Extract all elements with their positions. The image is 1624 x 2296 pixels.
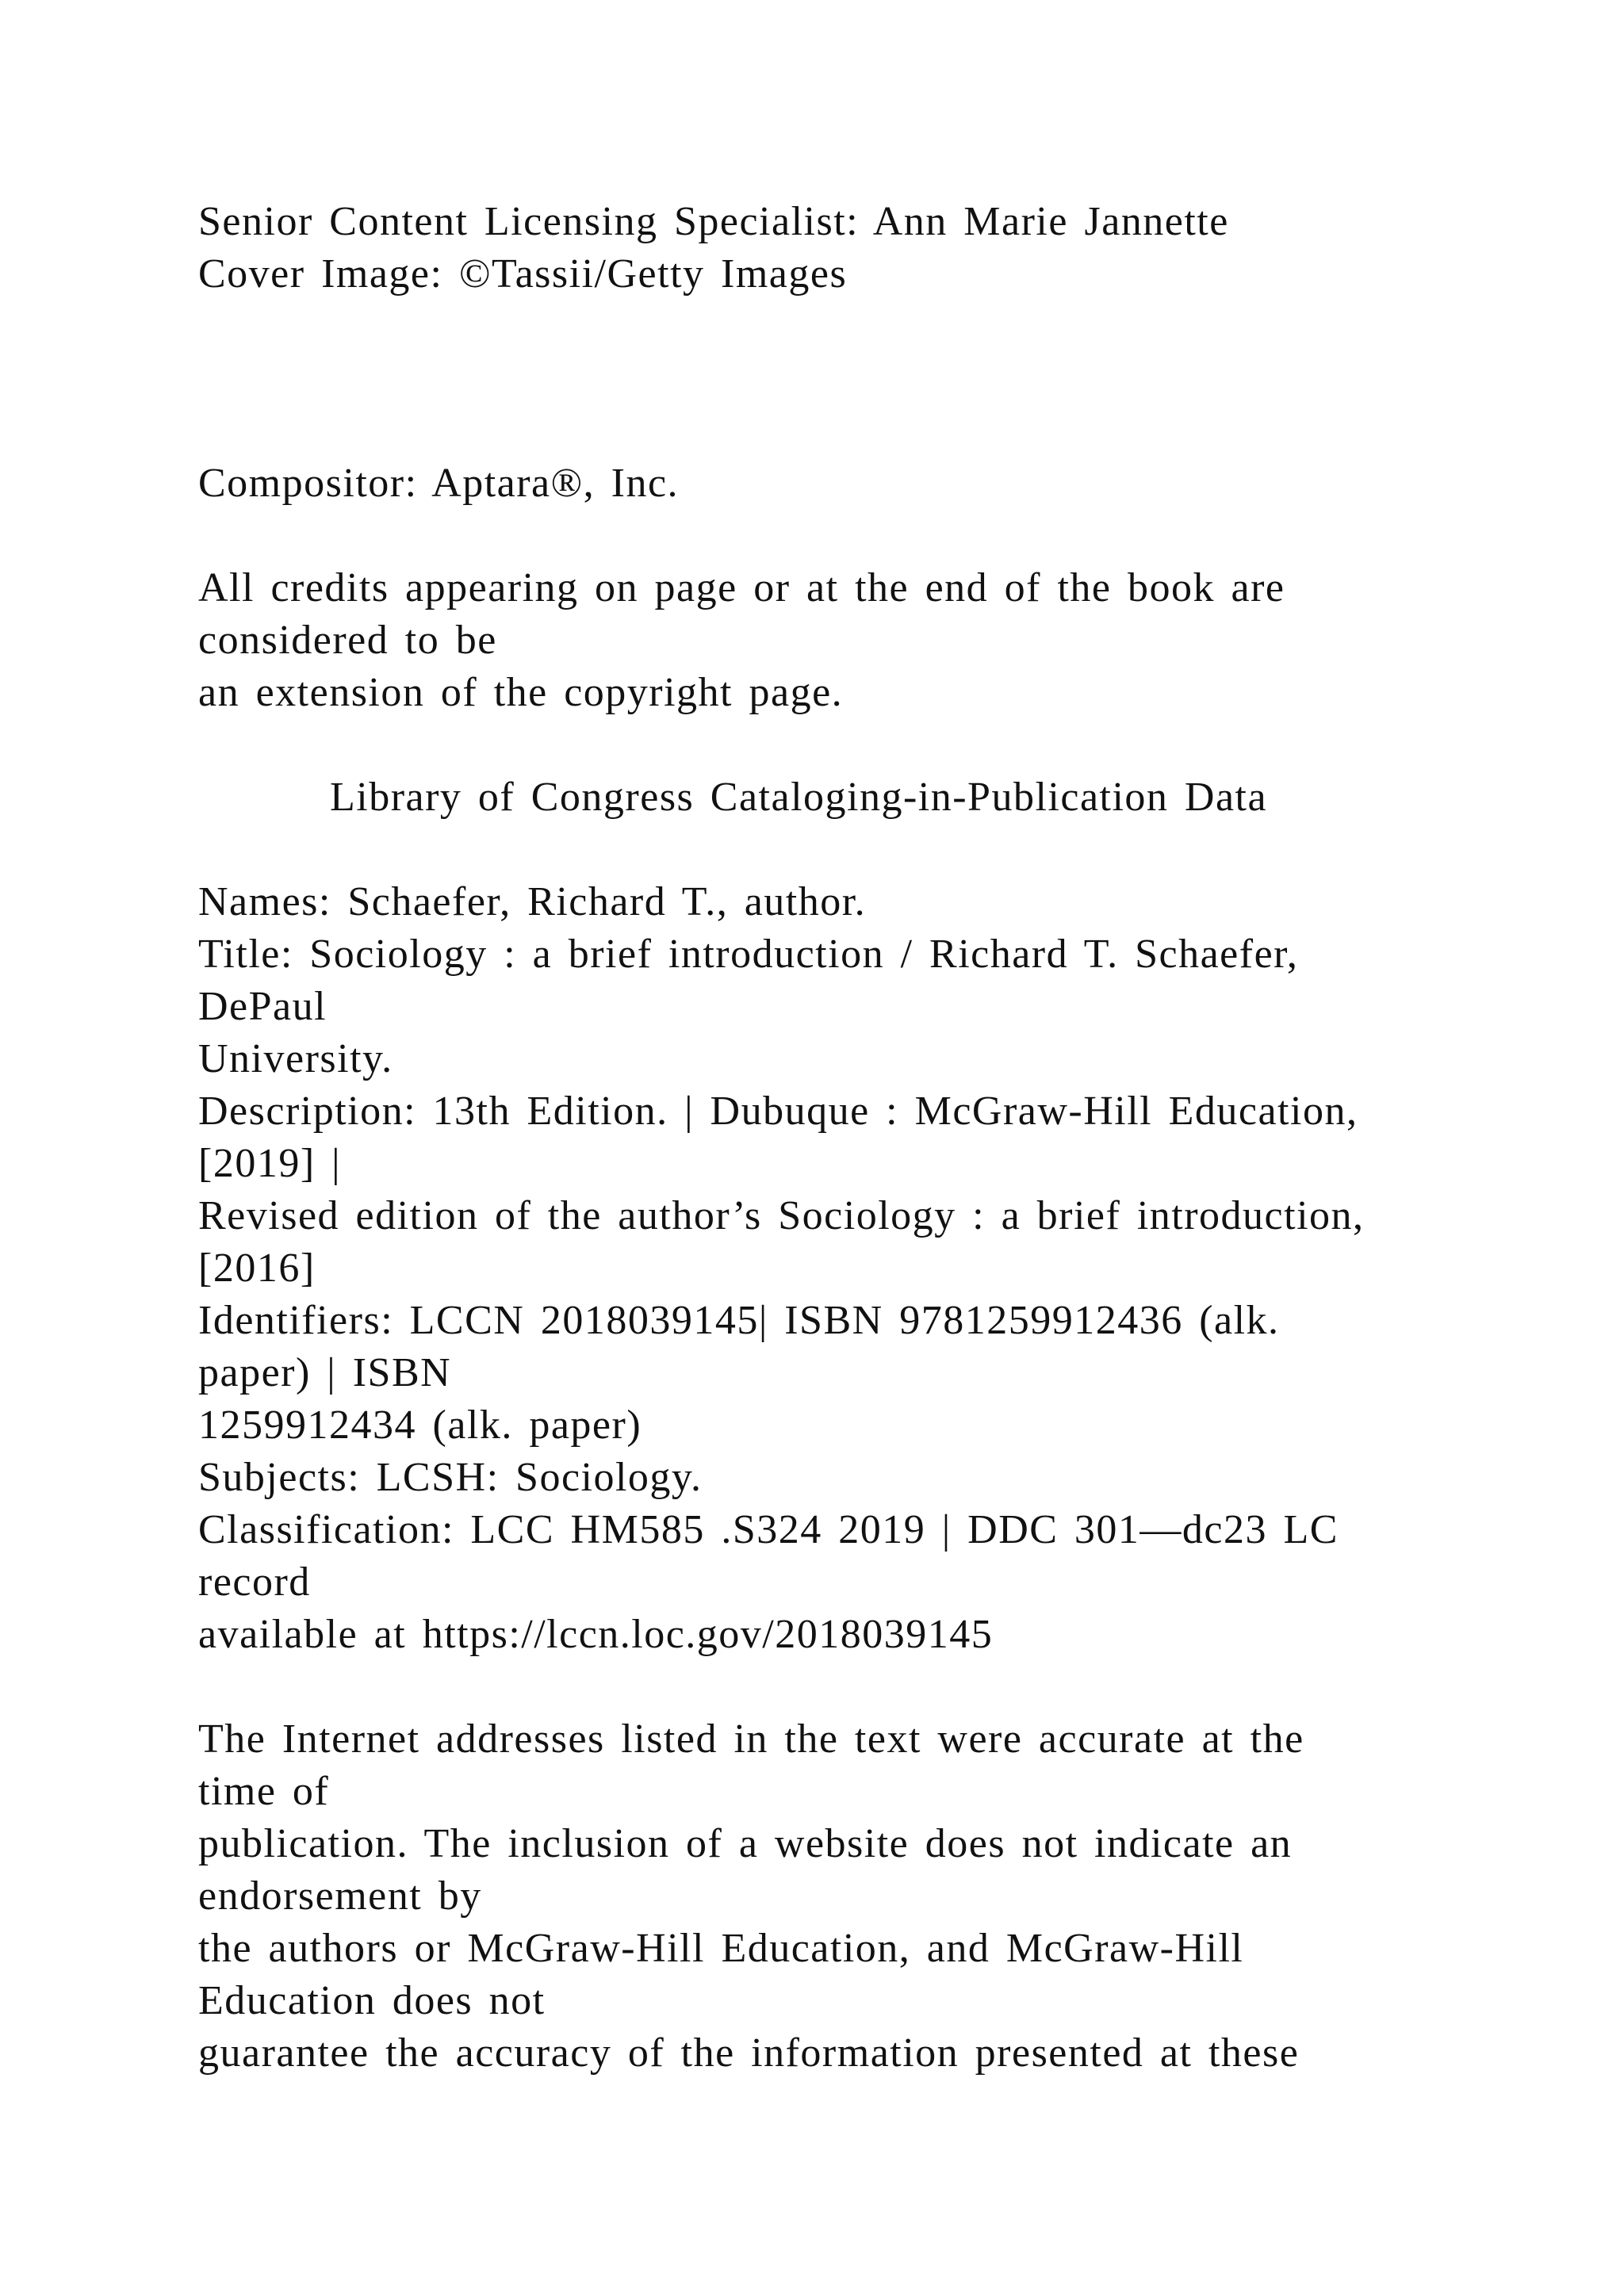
licensing-specialist-credit: Senior Content Licensing Specialist: Ann Marie Jannette bbox=[198, 199, 1229, 244]
cip-entry-line: [2016] bbox=[198, 1246, 316, 1291]
internet-note-line: endorsement by bbox=[198, 1873, 482, 1919]
cip-entry-line: record bbox=[198, 1559, 311, 1605]
internet-note-line: publication. The inclusion of a website does not indicate an bbox=[198, 1821, 1293, 1866]
cip-entry-line: available at https://lccn.loc.gov/2018039145 bbox=[198, 1612, 994, 1657]
cip-entry-line: Subjects: LCSH: Sociology. bbox=[198, 1455, 703, 1500]
credits-note-line: considered to be bbox=[198, 618, 497, 663]
compositor-credit: Compositor: Aptara®, Inc. bbox=[198, 461, 680, 506]
cover-image-credit: Cover Image: ©Tassii/Getty Images bbox=[198, 251, 848, 297]
cip-entry-line: Title: Sociology : a brief introduction / Richard T. Schaefer, bbox=[198, 932, 1299, 977]
internet-note-line: time of bbox=[198, 1769, 330, 1814]
cip-entry-line: [2019] | bbox=[198, 1141, 342, 1186]
credits-note-line: an extension of the copyright page. bbox=[198, 670, 844, 715]
cip-entry-line: University. bbox=[198, 1036, 393, 1081]
credits-note-line: All credits appearing on page or at the end of the book are bbox=[198, 565, 1285, 610]
cip-entry-line: DePaul bbox=[198, 984, 327, 1029]
cip-entry-line: Description: 13th Edition. | Dubuque : McGraw-Hill Education, bbox=[198, 1089, 1358, 1134]
internet-note-line: the authors or McGraw-Hill Education, and McGraw-Hill bbox=[198, 1926, 1244, 1971]
internet-note-line: Education does not bbox=[198, 1978, 546, 2023]
cip-entry-line: Names: Schaefer, Richard T., author. bbox=[198, 879, 867, 924]
cip-entry-line: paper) | ISBN bbox=[198, 1350, 452, 1395]
internet-note-line: The Internet addresses listed in the text were accurate at the bbox=[198, 1716, 1304, 1762]
cip-entry-line: Identifiers: LCCN 2018039145| ISBN 9781259912436 (alk. bbox=[198, 1298, 1280, 1343]
internet-note-line: guarantee the accuracy of the information presented at these bbox=[198, 2030, 1300, 2076]
cip-entry-line: 1259912434 (alk. paper) bbox=[198, 1402, 642, 1448]
cip-heading: Library of Congress Cataloging-in-Publication Data bbox=[330, 775, 1268, 820]
cip-entry-line: Revised edition of the author’s Sociology : a brief introduction, bbox=[198, 1193, 1365, 1238]
cip-entry-line: Classification: LCC HM585 .S324 2019 | DDC 301—dc23 LC bbox=[198, 1507, 1339, 1552]
